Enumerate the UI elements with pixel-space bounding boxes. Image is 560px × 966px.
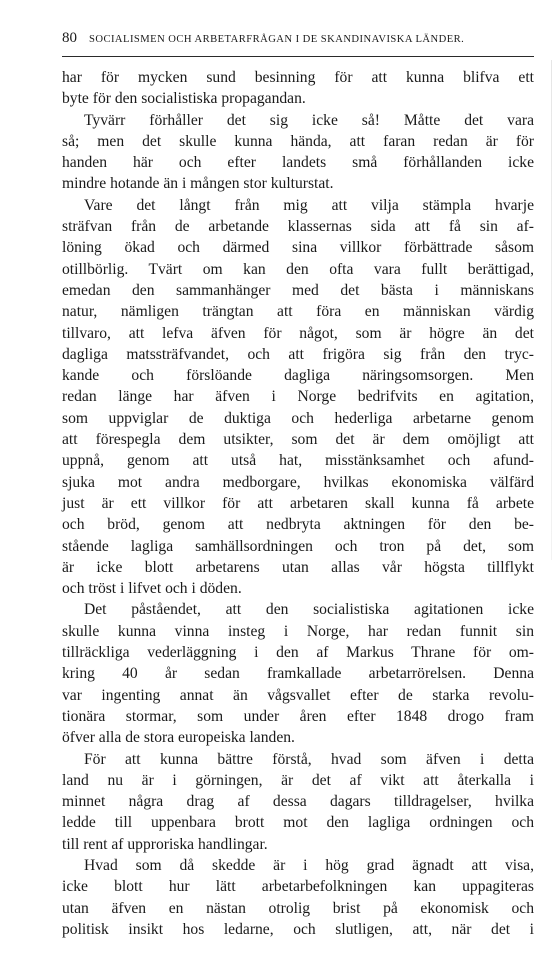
page-header [62, 30, 534, 56]
text-line: land nu är i görningen, är det af vikt att återkalla i [62, 771, 534, 789]
text-line: är icke blott arbetarens utan allas vår högsta tillflykt [62, 558, 534, 576]
paragraph [62, 749, 534, 855]
text-line: Tyvärr förhåller det sig icke så! Måtte det vara [84, 111, 534, 129]
text-line: minnet några drag af dessa dagars tilldragelser, hvilka [62, 793, 534, 811]
text-line: emedan den sammanhänger med det bästa i människans [62, 281, 534, 299]
text-line: just är ett villkor för att arbetaren skall kunna få arbete [62, 494, 534, 512]
text-line: byte för den socialistiska propagandan. [62, 90, 306, 108]
text-line: löning ökad och därmed sina villkor förbättrade såsom [62, 239, 534, 257]
text-line: har för mycken sund besinning för att kunna blifva ett [62, 69, 534, 86]
text-line: tillräckliga vederläggning i den af Markus Thrane för om- [62, 644, 534, 662]
paragraph [62, 599, 534, 748]
text-line: För att kunna bättre förstå, hvad som äfven i detta [84, 750, 534, 768]
text-line: var ingenting annat än vågsvallet efter de starka revolu- [62, 686, 534, 704]
text-line: som uppviglar de duktiga och hederliga arbetarne genom [62, 409, 534, 427]
text-line: natur, nämligen trängtan att föra en människan värdig [62, 303, 534, 321]
text-line: till rent af upproriska handlingar. [62, 835, 268, 853]
paragraph [62, 195, 534, 600]
text-line: tillvaro, att lefva äfven för något, som är högre än det [62, 324, 534, 342]
text-line: uppnå, genom att utså hat, misstänksamhet och afund- [62, 452, 534, 470]
text-line: Det påståendet, att den socialistiska agitationen icke [84, 601, 534, 619]
text-line: skulle kunna vinna insteg i Norge, har redan funnit sin [62, 622, 534, 640]
text-line: Hvad som då skedde är i hög grad ägnadt att visa, [84, 856, 534, 874]
text-line: ledde till uppenbara brott mot den lagliga ordningen och [62, 814, 534, 832]
text-line: Vare det långt från mig att vilja stämpla hvarje [84, 196, 534, 214]
text-line: kring 40 år sedan framkallade arbetarrörelsen. Denna [62, 665, 534, 683]
paragraph [62, 110, 534, 195]
text-line: icke blott hur lätt arbetarbefolkningen kan uppagiteras [62, 878, 534, 896]
header-rule [62, 56, 534, 57]
text-line: och bröd, genom att nedbryta aktningen för den be- [62, 516, 534, 534]
paragraph [62, 855, 534, 940]
text-line: dagliga matssträfvandet, och att frigöra sig från den tryc- [62, 345, 534, 363]
paragraph [62, 67, 534, 110]
page-number: 80 [62, 30, 77, 46]
text-line: handen här och efter landets små förhållanden icke [62, 154, 534, 172]
book-page [62, 30, 534, 940]
running-title: SOCIALISMEN OCH ARBETARFRÅGAN I DE SKANDINAVISKA LÄNDER. [89, 34, 465, 45]
text-line: politisk insikt hos ledarne, och slutligen, att, när det i [62, 920, 534, 938]
text-line: sjuka mot andra medborgare, hvilkas ekonomiska välfärd [62, 473, 534, 491]
text-line: utan äfven en nästan otrolig brist på ekonomisk och [62, 899, 534, 917]
text-line: och tröst i lifvet och i döden. [62, 580, 242, 598]
text-line: tionära stormar, som under åren efter 1848 drogo fram [62, 707, 534, 725]
text-line: redan länge har äfven i Norge bedrifvits en agitation, [62, 388, 534, 406]
body-text [62, 67, 534, 940]
text-line: sträfvan från de arbetande klassernas sida att få sin af- [62, 218, 534, 236]
text-line: kande och förslöande dagliga näringsomsorgen. Men [62, 367, 534, 385]
text-line: otillbörlig. Tvärt om kan den ofta vara fullt berättigad, [62, 260, 534, 278]
text-line: så; men det skulle kunna hända, att faran redan är för [62, 132, 534, 150]
text-line: mindre hotande än i mången stor kulturstat. [62, 175, 334, 193]
text-line: stående lagliga samhällsordningen och tron på det, som [62, 537, 534, 555]
page-edge-shadow [551, 60, 552, 560]
text-line: att förespegla dem utsikter, som det är dem omöjligt att [62, 431, 534, 449]
text-line: öfver alla de stora europeiska landen. [62, 729, 295, 747]
